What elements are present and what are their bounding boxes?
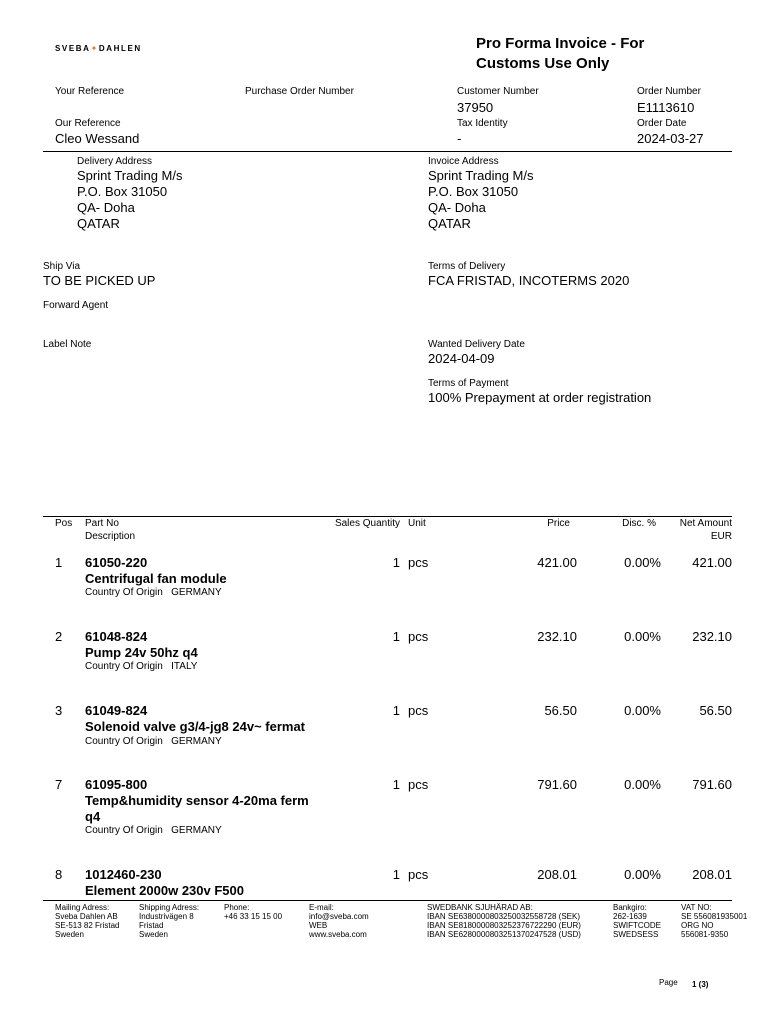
delivery-address-line: QATAR xyxy=(77,216,120,231)
delivery-address-label: Delivery Address xyxy=(77,156,153,167)
ship-via: TO BE PICKED UP xyxy=(43,273,156,288)
footer-line: WEB xyxy=(309,921,328,930)
row-part-no: 61048-824 xyxy=(85,629,148,644)
footer-line: SE-513 82 Fristad xyxy=(55,921,120,930)
footer-line: Bankgiro: xyxy=(613,903,647,912)
table-top-divider xyxy=(43,516,732,517)
row-pos: 2 xyxy=(55,629,63,644)
footer-line: Sweden xyxy=(139,930,168,939)
col-header-unit: Unit xyxy=(408,518,426,529)
row-net: 208.01 xyxy=(692,867,732,882)
footer-line: SWEDBANK SJUHÄRAD AB: xyxy=(427,903,533,912)
col-header-description: Description xyxy=(85,531,136,542)
row-unit: pcs xyxy=(408,777,429,792)
company-logo xyxy=(55,44,142,53)
col-header-disc: Disc. % xyxy=(622,518,656,529)
footer-line: Phone: xyxy=(224,903,250,912)
row-description: Pump 24v 50hz q4 xyxy=(85,645,198,660)
order-date-label: Order Date xyxy=(637,118,687,129)
row-disc: 0.00% xyxy=(624,703,661,718)
row-disc: 0.00% xyxy=(624,555,661,570)
footer-line: IBAN SE6380000803250032558728 (SEK) xyxy=(427,912,581,921)
logo-text-right: DAHLEN xyxy=(98,44,142,53)
row-pos: 3 xyxy=(55,703,63,718)
terms-delivery-label: Terms of Delivery xyxy=(428,261,506,272)
footer-line: SWIFTCODE xyxy=(613,921,661,930)
our-reference-label: Our Reference xyxy=(55,118,121,129)
row-net: 232.10 xyxy=(692,629,732,644)
footer-line: Fristad xyxy=(139,921,164,930)
row-origin: Country Of Origin GERMANY xyxy=(85,736,222,747)
invoice-address-line: Sprint Trading M/s xyxy=(428,168,534,183)
footer-line: IBAN SE6280000803251370247528 (USD) xyxy=(427,930,581,939)
row-qty: 1 xyxy=(392,777,400,792)
footer-shipping-address xyxy=(139,903,199,939)
row-description: Element 2000w 230v F500 xyxy=(85,883,244,898)
row-origin: Country Of Origin GERMANY xyxy=(85,587,222,598)
logo-text-left: SVEBA xyxy=(55,44,91,53)
row-pos: 1 xyxy=(55,555,63,570)
your-reference-label: Your Reference xyxy=(55,86,125,97)
our-reference: Cleo Wessand xyxy=(55,131,140,146)
footer-phone xyxy=(224,903,282,921)
row-part-no: 61095-800 xyxy=(85,777,148,792)
col-header-pos: Pos xyxy=(55,518,73,529)
row-pos: 7 xyxy=(55,777,63,792)
row-description: q4 xyxy=(85,809,101,824)
row-description: Solenoid valve g3/4-jg8 24v~ fermat xyxy=(85,719,306,734)
order-number-label: Order Number xyxy=(637,86,701,97)
footer-line: Sweden xyxy=(55,930,84,939)
row-pos: 8 xyxy=(55,867,63,882)
row-origin: Country Of Origin GERMANY xyxy=(85,825,222,836)
invoice-address-label: Invoice Address xyxy=(428,156,499,167)
delivery-address-line: P.O. Box 31050 xyxy=(77,184,168,199)
row-price: 791.60 xyxy=(537,777,577,792)
footer-line: Mailing Adress: xyxy=(55,903,110,912)
footer-line: +46 33 15 15 00 xyxy=(224,912,283,921)
row-part-no: 1012460-230 xyxy=(85,867,162,882)
row-qty: 1 xyxy=(392,555,400,570)
row-qty: 1 xyxy=(392,629,400,644)
row-net: 791.60 xyxy=(692,777,732,792)
footer-line: info@sveba.com xyxy=(309,912,369,921)
row-description: Centrifugal fan module xyxy=(85,571,227,586)
delivery-address-line: QA- Doha xyxy=(77,200,135,215)
row-net: 421.00 xyxy=(692,555,732,570)
footer-line: IBAN SE8180000803252376722290 (EUR) xyxy=(427,921,581,930)
col-header-qty: Sales Quantity xyxy=(334,518,400,529)
footer-line: ORG NO xyxy=(681,921,714,930)
row-part-no: 61050-220 xyxy=(85,555,148,570)
row-part-no: 61049-824 xyxy=(85,703,148,718)
footer-line: Sveba Dahlen AB xyxy=(55,912,118,921)
label-note-label: Label Note xyxy=(43,339,92,350)
delivery-address-line: Sprint Trading M/s xyxy=(77,168,183,183)
invoice-address-line: QA- Doha xyxy=(428,200,486,215)
footer-contact xyxy=(309,903,369,939)
tax-identity: - xyxy=(457,131,462,146)
customer-number-label: Customer Number xyxy=(457,86,539,97)
wanted-date-label: Wanted Delivery Date xyxy=(428,339,525,350)
wanted-date: 2024-04-09 xyxy=(428,351,495,366)
row-price: 56.50 xyxy=(544,703,577,718)
row-unit: pcs xyxy=(408,629,429,644)
footer-line: SWEDSESS xyxy=(613,930,659,939)
row-disc: 0.00% xyxy=(624,777,661,792)
order-number: E1113610 xyxy=(637,100,695,115)
row-disc: 0.00% xyxy=(624,867,661,882)
star-icon: ✦ xyxy=(90,44,99,53)
row-description: Temp&humidity sensor 4-20ma ferm xyxy=(85,793,309,808)
page-label: Page xyxy=(659,978,678,987)
col-header-part-no: Part No xyxy=(85,518,119,529)
footer-vat xyxy=(681,903,747,939)
tax-identity-label: Tax Identity xyxy=(457,118,508,129)
col-header-currency: EUR xyxy=(710,531,732,542)
row-origin: Country Of Origin ITALY xyxy=(85,661,198,672)
page-number: 1 (3) xyxy=(692,980,709,989)
invoice-address-line: P.O. Box 31050 xyxy=(428,184,519,199)
row-net: 56.50 xyxy=(699,703,732,718)
row-price: 208.01 xyxy=(537,867,577,882)
row-price: 232.10 xyxy=(537,629,577,644)
footer-line: www.sveba.com xyxy=(309,930,367,939)
footer-line: VAT NO: xyxy=(681,903,712,912)
footer-bank xyxy=(427,903,581,939)
footer-line: Industrivägen 8 xyxy=(139,912,194,921)
footer-divider xyxy=(43,900,732,901)
footer-line: SE 556081935001 xyxy=(681,912,748,921)
ship-via-label: Ship Via xyxy=(43,261,81,272)
footer-line: 556081-9350 xyxy=(681,930,729,939)
row-disc: 0.00% xyxy=(624,629,661,644)
terms-payment-label: Terms of Payment xyxy=(428,378,509,389)
footer-mailing-address xyxy=(55,903,119,939)
col-header-net: Net Amount xyxy=(679,518,732,529)
row-qty: 1 xyxy=(392,867,400,882)
header-divider xyxy=(43,151,732,152)
terms-payment: 100% Prepayment at order registration xyxy=(428,390,652,405)
row-price: 421.00 xyxy=(537,555,577,570)
customer-number: 37950 xyxy=(457,100,494,115)
invoice-address-line: QATAR xyxy=(428,216,471,231)
col-header-price: Price xyxy=(547,518,570,529)
row-unit: pcs xyxy=(408,703,429,718)
terms-delivery: FCA FRISTAD, INCOTERMS 2020 xyxy=(428,273,630,288)
order-date: 2024-03-27 xyxy=(637,131,704,146)
document-title: Pro Forma Invoice - For Customs Use Only xyxy=(476,35,645,72)
row-unit: pcs xyxy=(408,867,429,882)
forward-agent-label: Forward Agent xyxy=(43,300,109,311)
footer-line: E-mail: xyxy=(309,903,334,912)
footer-line: Shipping Adress: xyxy=(139,903,200,912)
footer-bankgiro xyxy=(613,903,661,939)
footer-line: 262-1639 xyxy=(613,912,647,921)
row-unit: pcs xyxy=(408,555,429,570)
row-qty: 1 xyxy=(392,703,400,718)
purchase-order-label: Purchase Order Number xyxy=(245,86,354,97)
